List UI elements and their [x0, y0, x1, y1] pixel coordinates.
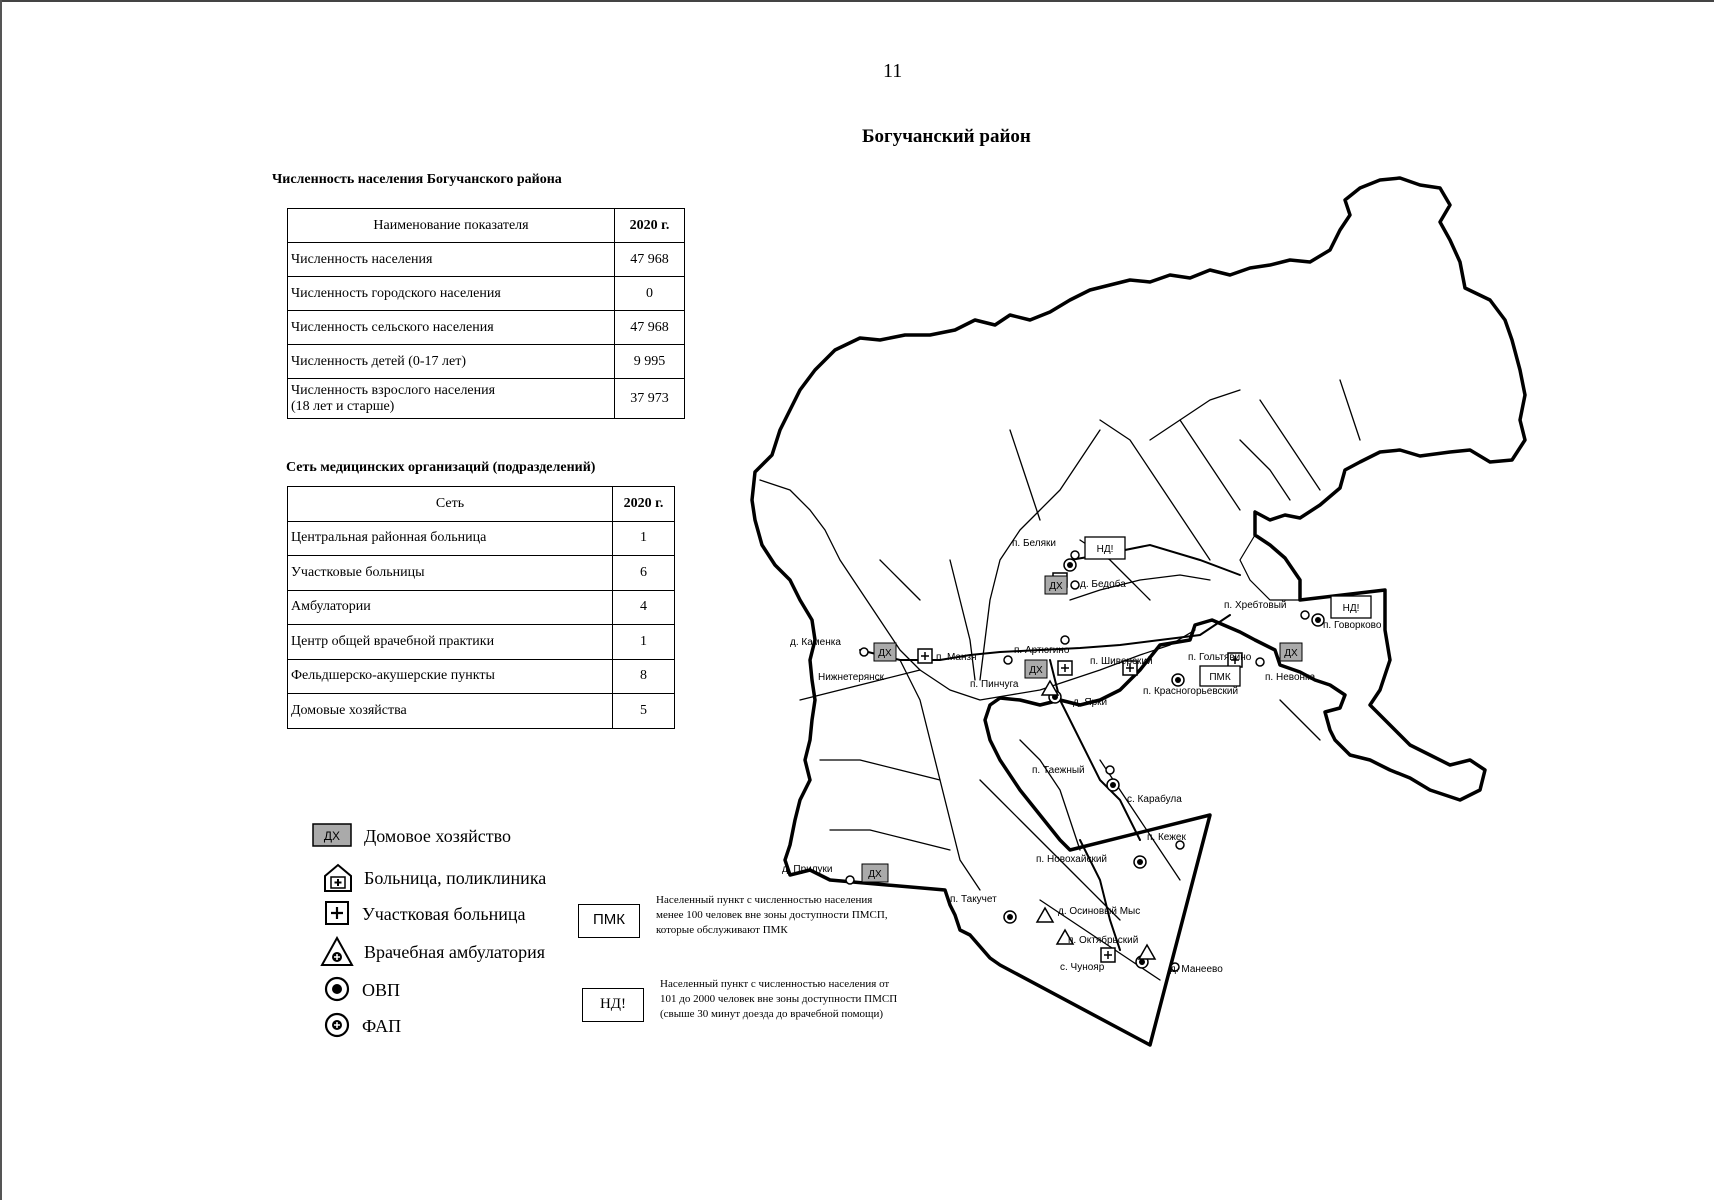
row-value: 47 968	[615, 311, 685, 345]
row-label: Домовые хозяйства	[288, 694, 613, 729]
column-header-year: 2020 г.	[613, 487, 675, 522]
settlement-nevonka	[1256, 658, 1264, 666]
row-value: 47 968	[615, 243, 685, 277]
district-hospital-icon	[918, 649, 932, 663]
fap-markers	[1004, 559, 1324, 968]
label-govorkovo: п. Говорково	[1323, 620, 1382, 631]
row-label: Фельдшерско-акушерские пункты	[288, 659, 613, 694]
settlement-bedoba	[1071, 581, 1079, 589]
settlement-kamenka	[860, 648, 868, 656]
badge-nd-belyaki	[1085, 537, 1125, 559]
row-value: 9 995	[615, 345, 685, 379]
label-nizhneteryansk: Нижнетерянск	[818, 672, 885, 683]
row-label: Участковые больницы	[288, 556, 613, 591]
label-kezhek: п. Кежек	[1147, 832, 1186, 843]
row-label: Численность городского населения	[288, 277, 615, 311]
pmk-legend-badge: ПМК	[578, 904, 640, 938]
svg-text:НД!: НД!	[1096, 544, 1114, 555]
district-hospital-icon	[1101, 948, 1115, 962]
row-label: Центральная районная больница	[288, 521, 613, 556]
settlement-taezhny	[1106, 766, 1114, 774]
label-nevonka: п. Невонка	[1265, 672, 1316, 683]
row-label: Численность населения	[288, 243, 615, 277]
row-label: Численность сельского населения	[288, 311, 615, 345]
row-value: 8	[613, 659, 675, 694]
nd-legend-badge: НД!	[582, 988, 644, 1022]
label-novokhayskiy: п. Новохайский	[1036, 854, 1107, 865]
row-value: 37 973	[615, 379, 685, 419]
label-pinchuga: п. Пинчуга	[970, 679, 1019, 690]
page-number: 11	[883, 60, 903, 82]
label-karabula: с. Карабула	[1127, 794, 1182, 805]
row-value: 0	[615, 277, 685, 311]
fap-icon	[1107, 779, 1119, 791]
label-kamenka: д. Каменка	[790, 637, 841, 648]
label-krasnogorevsky: п. Красногорьевский	[1143, 686, 1239, 697]
settlement-artyugino	[1004, 656, 1012, 664]
column-header: Сеть	[288, 487, 613, 522]
row-label: Центр общей врачебной практики	[288, 625, 613, 660]
label-taezhny: п. Таежный	[1032, 765, 1085, 776]
svg-text:НД!: НД!	[1342, 603, 1360, 614]
badge-dx-bedoba	[1045, 576, 1067, 594]
settlement-govorkovo	[1301, 611, 1309, 619]
label-priluki: д. Прилуки	[782, 864, 833, 875]
population-table-title: Численность населения Богучанского района	[272, 172, 562, 187]
ambulatory-markers	[1037, 681, 1155, 959]
row-value: 5	[613, 694, 675, 729]
label-bedoba: д. Бедоба	[1080, 579, 1126, 590]
pmk-legend-note: Населенный пункт с численностью населения менее 100 человек вне зоны доступности ПМСП, которые обслуживают ПМК	[656, 894, 888, 936]
legend-label: Домовое хозяйство	[364, 825, 511, 846]
label-oktyabrsky: п. Октябрьский	[1068, 935, 1139, 946]
label-khrebtovyi: п. Хребтовый	[1224, 600, 1287, 611]
map-title: Богучанский район	[862, 126, 1031, 147]
svg-text:ДХ: ДХ	[1049, 581, 1063, 592]
label-artyugino: п. Артюгино	[1014, 645, 1070, 656]
legend-label: Участковая больница	[362, 903, 526, 924]
svg-text:ДХ: ДХ	[868, 869, 882, 880]
badge-dx-priluki	[862, 864, 888, 882]
label-goltyavino: п. Гольтявино	[1188, 652, 1252, 663]
label-manzya: п. Манзя	[936, 652, 977, 663]
map-place-labels	[782, 538, 1382, 975]
legend-label: ФАП	[362, 1015, 402, 1036]
ambulatory-icon	[1037, 908, 1053, 922]
fap-icon	[1172, 674, 1184, 686]
label-yarki: д. Ярки	[1073, 697, 1108, 708]
badge-nd-govorkovo	[1331, 596, 1371, 618]
row-value: 1	[613, 521, 675, 556]
legend-label: Врачебная амбулатория	[364, 941, 545, 962]
legend-label: Больница, поликлиника	[364, 867, 547, 888]
svg-text:ДХ: ДХ	[1284, 648, 1298, 659]
badge-dx-kamenka	[874, 643, 896, 661]
fap-icon	[1064, 559, 1076, 571]
row-value: 4	[613, 590, 675, 625]
nd-legend-note: Населенный пункт с численностью населения от 101 до 2000 человек вне зоны доступности ПМСП (свыше 30 минут доезда до врачебной помощи)	[660, 978, 898, 1020]
column-header: Наименование показателя	[288, 209, 615, 243]
label-belyaki: п. Беляки	[1012, 538, 1056, 549]
svg-text:ДХ: ДХ	[1029, 665, 1043, 676]
badge-text: ДХ	[323, 829, 341, 843]
fap-icon	[1134, 856, 1146, 868]
badge-dx-artyugino	[1025, 660, 1047, 678]
row-label: Численность детей (0-17 лет)	[288, 345, 615, 379]
row-label: Амбулатории	[288, 590, 613, 625]
network-table-title: Сеть медицинских организаций (подразделений)	[286, 460, 596, 475]
badge-dx-goltyavino	[1280, 643, 1302, 661]
row-value: 1	[613, 625, 675, 660]
label-chunoyar: с. Чунояр	[1060, 962, 1105, 973]
badge-pmk	[1200, 666, 1240, 686]
settlement-priluki	[846, 876, 854, 884]
fap-icon	[1004, 911, 1016, 923]
svg-text:ДХ: ДХ	[878, 648, 892, 659]
settlement-belyaki	[1071, 551, 1079, 559]
row-label: Численность взрослого населения (18 лет и старше)	[288, 379, 615, 419]
label-osinoviy-mys: д. Осиновый Мыс	[1058, 906, 1141, 917]
label-takuchet: п. Такучет	[950, 894, 997, 905]
label-manzheevo: д. Манеево	[1170, 964, 1223, 975]
svg-text:ПМК: ПМК	[1209, 672, 1231, 683]
ambulatory-icon	[1139, 945, 1155, 959]
column-header-year: 2020 г.	[615, 209, 685, 243]
district-hospital-icon	[1058, 661, 1072, 675]
settlement-yarki	[1061, 636, 1069, 644]
legend-label: ОВП	[362, 979, 401, 1000]
label-shivera: п. Шиверский	[1090, 656, 1153, 667]
row-value: 6	[613, 556, 675, 591]
